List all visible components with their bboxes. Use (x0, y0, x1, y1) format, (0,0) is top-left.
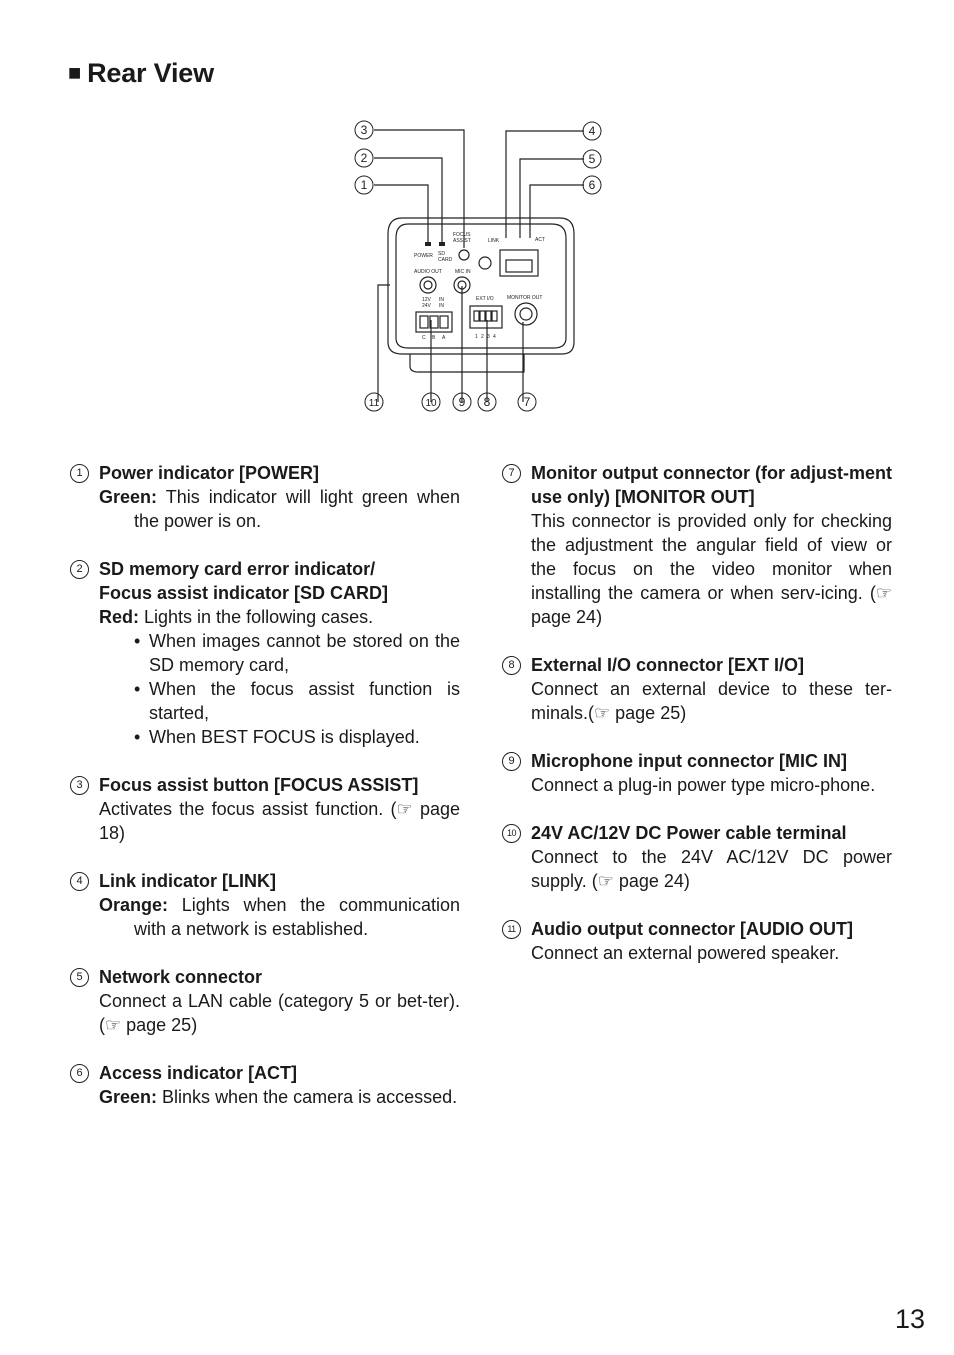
item-text: Connect a LAN cable (category 5 or bet-ter). (☞ page 25) (99, 991, 460, 1035)
description-item-4 (70, 869, 460, 941)
callout-9: 9 (458, 395, 466, 409)
item-number: 7 (502, 464, 521, 483)
callout-4: 4 (588, 124, 596, 138)
monitor-out-connector (515, 303, 537, 325)
item-title: Focus assist button [FOCUS ASSIST] (99, 775, 419, 795)
rear-view-diagram (340, 110, 620, 420)
description-column-right (502, 461, 892, 989)
item-description (99, 1085, 460, 1109)
page-number: 13 (895, 1304, 926, 1334)
leader-line-6 (530, 185, 584, 238)
callout-7: 7 (523, 395, 531, 409)
label-monitor-out: MONITOR OUT (507, 295, 543, 301)
screw (479, 257, 491, 269)
item-number: 4 (70, 872, 89, 891)
item-text: Activates the focus assist function. (☞ page 18) (99, 799, 460, 843)
label-assist: ASSIST (453, 238, 471, 244)
item-label: Green: (99, 487, 158, 507)
item-text: This connector is provided only for checking the adjustment the angular field of view or the focus on the video monitor when installing the camera or when serv-icing. (☞ page 24) (531, 511, 892, 627)
item-number: 11 (502, 920, 521, 939)
item-title-line1: SD memory card error indicator/ (99, 559, 376, 579)
label-12v: 12V (422, 297, 431, 303)
description-item-1 (70, 461, 460, 533)
item-label: Green: (99, 1087, 158, 1107)
description-item-7 (502, 461, 892, 629)
item-text: Lights when the communication with a network is established. (134, 895, 460, 939)
item-title: Microphone input connector [MIC IN] (531, 751, 847, 771)
bullet-list (99, 629, 460, 749)
label-card: CARD (438, 257, 453, 263)
item-text: Lights in the following cases. (144, 607, 374, 627)
item-title: Power indicator [POWER] (99, 463, 320, 483)
description-item-5 (70, 965, 460, 1037)
label-in-bottom: IN (439, 303, 444, 309)
item-number: 1 (70, 464, 89, 483)
item-number: 9 (502, 752, 521, 771)
description-column-left (70, 461, 460, 1133)
callout-8: 8 (483, 395, 491, 409)
item-text: Connect an external device to these ter-minals.(☞ page 25) (531, 679, 892, 723)
item-description (99, 485, 460, 533)
label-ext-2: 2 (481, 334, 484, 340)
item-title-line2: Focus assist indicator [SD CARD] (99, 583, 389, 603)
item-title: Network connector (99, 967, 263, 987)
label-power: POWER (414, 253, 433, 259)
item-text: Connect an external powered speaker. (531, 943, 840, 963)
bullet-item: • When images cannot be stored on the SD memory card, (134, 629, 460, 677)
item-number: 2 (70, 560, 89, 579)
label-24v: 24V (422, 303, 431, 309)
description-item-6 (70, 1061, 460, 1109)
description-item-10 (502, 821, 892, 893)
item-title: 24V AC/12V DC Power cable terminal (531, 823, 847, 843)
label-sd: SD (438, 251, 445, 257)
item-number: 8 (502, 656, 521, 675)
item-text: Connect to the 24V AC/12V DC power supply. (☞ page 24) (531, 847, 892, 891)
item-label: Orange: (99, 895, 169, 915)
label-terminal-c: C (422, 335, 426, 341)
callout-3: 3 (360, 123, 368, 137)
callout-6: 6 (588, 178, 596, 192)
item-title: Access indicator [ACT] (99, 1063, 298, 1083)
item-number: 6 (70, 1064, 89, 1083)
power-terminal (416, 312, 452, 332)
callout-1: 1 (360, 178, 368, 192)
heading-square-icon: ■ (68, 60, 82, 85)
item-text: This indicator will light green when the power is on. (134, 487, 460, 531)
label-ext-1: 1 (475, 334, 478, 340)
leader-line-2 (374, 158, 442, 242)
item-title: Monitor output connector (for adjust-ment use only) [MONITOR OUT] (531, 463, 892, 507)
label-link: LINK (488, 238, 500, 244)
label-terminal-a: A (442, 335, 446, 341)
item-text: Connect a plug-in power type micro-phone. (531, 775, 876, 795)
item-title: External I/O connector [EXT I/O] (531, 655, 805, 675)
item-label: Red: (99, 607, 139, 627)
power-indicator (425, 242, 431, 246)
section-heading (68, 58, 214, 89)
label-in-top: IN (439, 297, 444, 303)
callout-2: 2 (360, 151, 368, 165)
bullet-item: • When BEST FOCUS is displayed. (134, 725, 460, 749)
leader-line-3 (374, 130, 464, 248)
audio-out-jack (420, 277, 436, 293)
camera-body-lower (410, 354, 524, 372)
item-title: Audio output connector [AUDIO OUT] (531, 919, 853, 939)
description-item-3 (70, 773, 460, 845)
item-description (99, 893, 460, 941)
bullet-item: • When the focus assist function is started, (134, 677, 460, 725)
callout-5: 5 (588, 152, 596, 166)
item-number: 10 (502, 824, 521, 843)
focus-assist-button (459, 250, 469, 260)
item-description (99, 605, 460, 629)
description-item-2 (70, 557, 460, 749)
label-act: ACT (535, 237, 545, 243)
description-item-8 (502, 653, 892, 725)
leader-line-1 (374, 185, 428, 242)
item-text: Blinks when the camera is accessed. (162, 1087, 458, 1107)
label-ext-4: 4 (493, 334, 496, 340)
description-item-11 (502, 917, 892, 965)
label-ext-3: 3 (487, 334, 490, 340)
callout-11: 11 (368, 398, 380, 409)
label-audio-out: AUDIO OUT (414, 269, 442, 275)
item-number: 3 (70, 776, 89, 795)
label-mic-in: MIC IN (455, 269, 471, 275)
item-title: Link indicator [LINK] (99, 871, 276, 891)
heading-title: Rear View (87, 58, 214, 88)
label-terminal-b: B (432, 335, 436, 341)
label-focus: FOCUS (453, 232, 471, 238)
description-item-9 (502, 749, 892, 797)
callout-10: 10 (425, 398, 437, 409)
sd-card-indicator (439, 242, 445, 246)
item-number: 5 (70, 968, 89, 987)
label-ext-io: EXT I/O (476, 296, 494, 302)
